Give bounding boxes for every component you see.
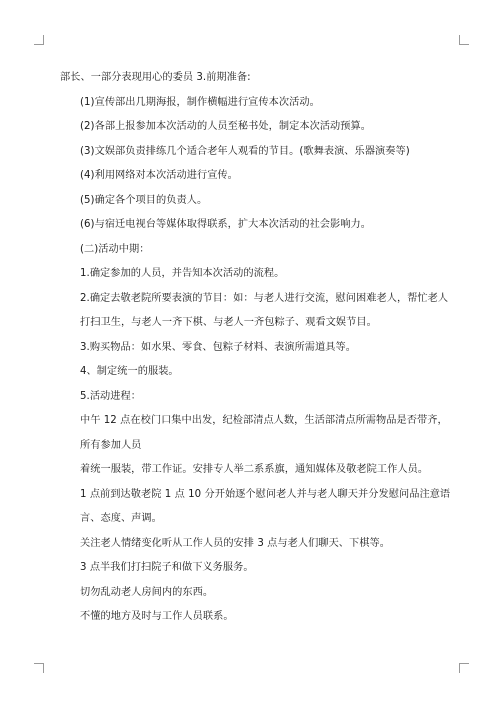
paragraph-committee-prep: 部长、一部分表现用心的委员 3.前期准备: [60, 72, 251, 83]
paragraph-noon-departure: 中午 12 点在校门口集中出发，纪检部清点人数，生活部清点所需物品是否带齐，所有参加人员 [80, 415, 448, 451]
crop-mark-top-right [459, 35, 469, 45]
document-body [60, 66, 455, 630]
paragraph-online-promo: (4)利用网络对本次活动进行宣传。 [80, 170, 238, 181]
paragraph-dress-code: 着统一服装，带工作证。安排专人举二系系旗，通知媒体及敬老院工作人员。 [80, 464, 429, 475]
paragraph-rehearsal: (3)文娱部负责排练几个适合老年人观看的节目。(歌舞表演、乐器演奏等) [80, 145, 410, 157]
section-heading-mid-phase: (二)活动中期： [80, 243, 150, 255]
paragraph-publicity: (1)宣传部出几期海报，制作横幅进行宣传本次活动。 [80, 96, 320, 108]
paragraph-budget: (2)各部上报参加本次活动的人员至秘书处，制定本次活动预算。 [80, 121, 371, 132]
paragraph-programs: 2.确定去敬老院所要表演的节目：如：与老人进行交流，慰问困难老人，帮忙老人打扫卫生，与老人一齐下棋、与老人一齐包粽子、观看文娱节目。 [80, 292, 449, 328]
crop-mark-bottom-right [459, 663, 469, 673]
paragraph-uniform: 4、制定统一的服装。 [80, 366, 179, 377]
paragraph-cleaning: 3 点半我们打扫院子和做下义务服务。 [80, 562, 254, 573]
paragraph-contact-staff: 不懂的地方及时与工作人员联系。 [80, 611, 234, 622]
crop-mark-bottom-left [34, 663, 44, 673]
paragraph-process-heading: 5.活动进程： [80, 390, 142, 402]
paragraph-leaders: (5)确定各个项目的负责人。 [80, 194, 208, 206]
paragraph-purchases: 3.购买物品：如水果、零食、包粽子材料、表演所需道具等。 [80, 341, 356, 353]
paragraph-visit-schedule: 1 点前到达敬老院 1 点 10 分开始逐个慰问老人并与老人聊天并分发慰问品注意语言、态度、声调。 [80, 488, 451, 524]
paragraph-caution: 切勿乱动老人房间内的东西。 [80, 586, 214, 598]
paragraph-media: (6)与宿迁电视台等媒体取得联系，扩大本次活动的社会影响力。 [80, 219, 371, 230]
paragraph-attention: 关注老人情绪变化听从工作人员的安排 3 点与老人们聊天、下棋等。 [80, 537, 390, 549]
crop-mark-top-left [34, 35, 44, 45]
paragraph-participants: 1.确定参加的人员，并告知本次活动的流程。 [80, 268, 285, 279]
